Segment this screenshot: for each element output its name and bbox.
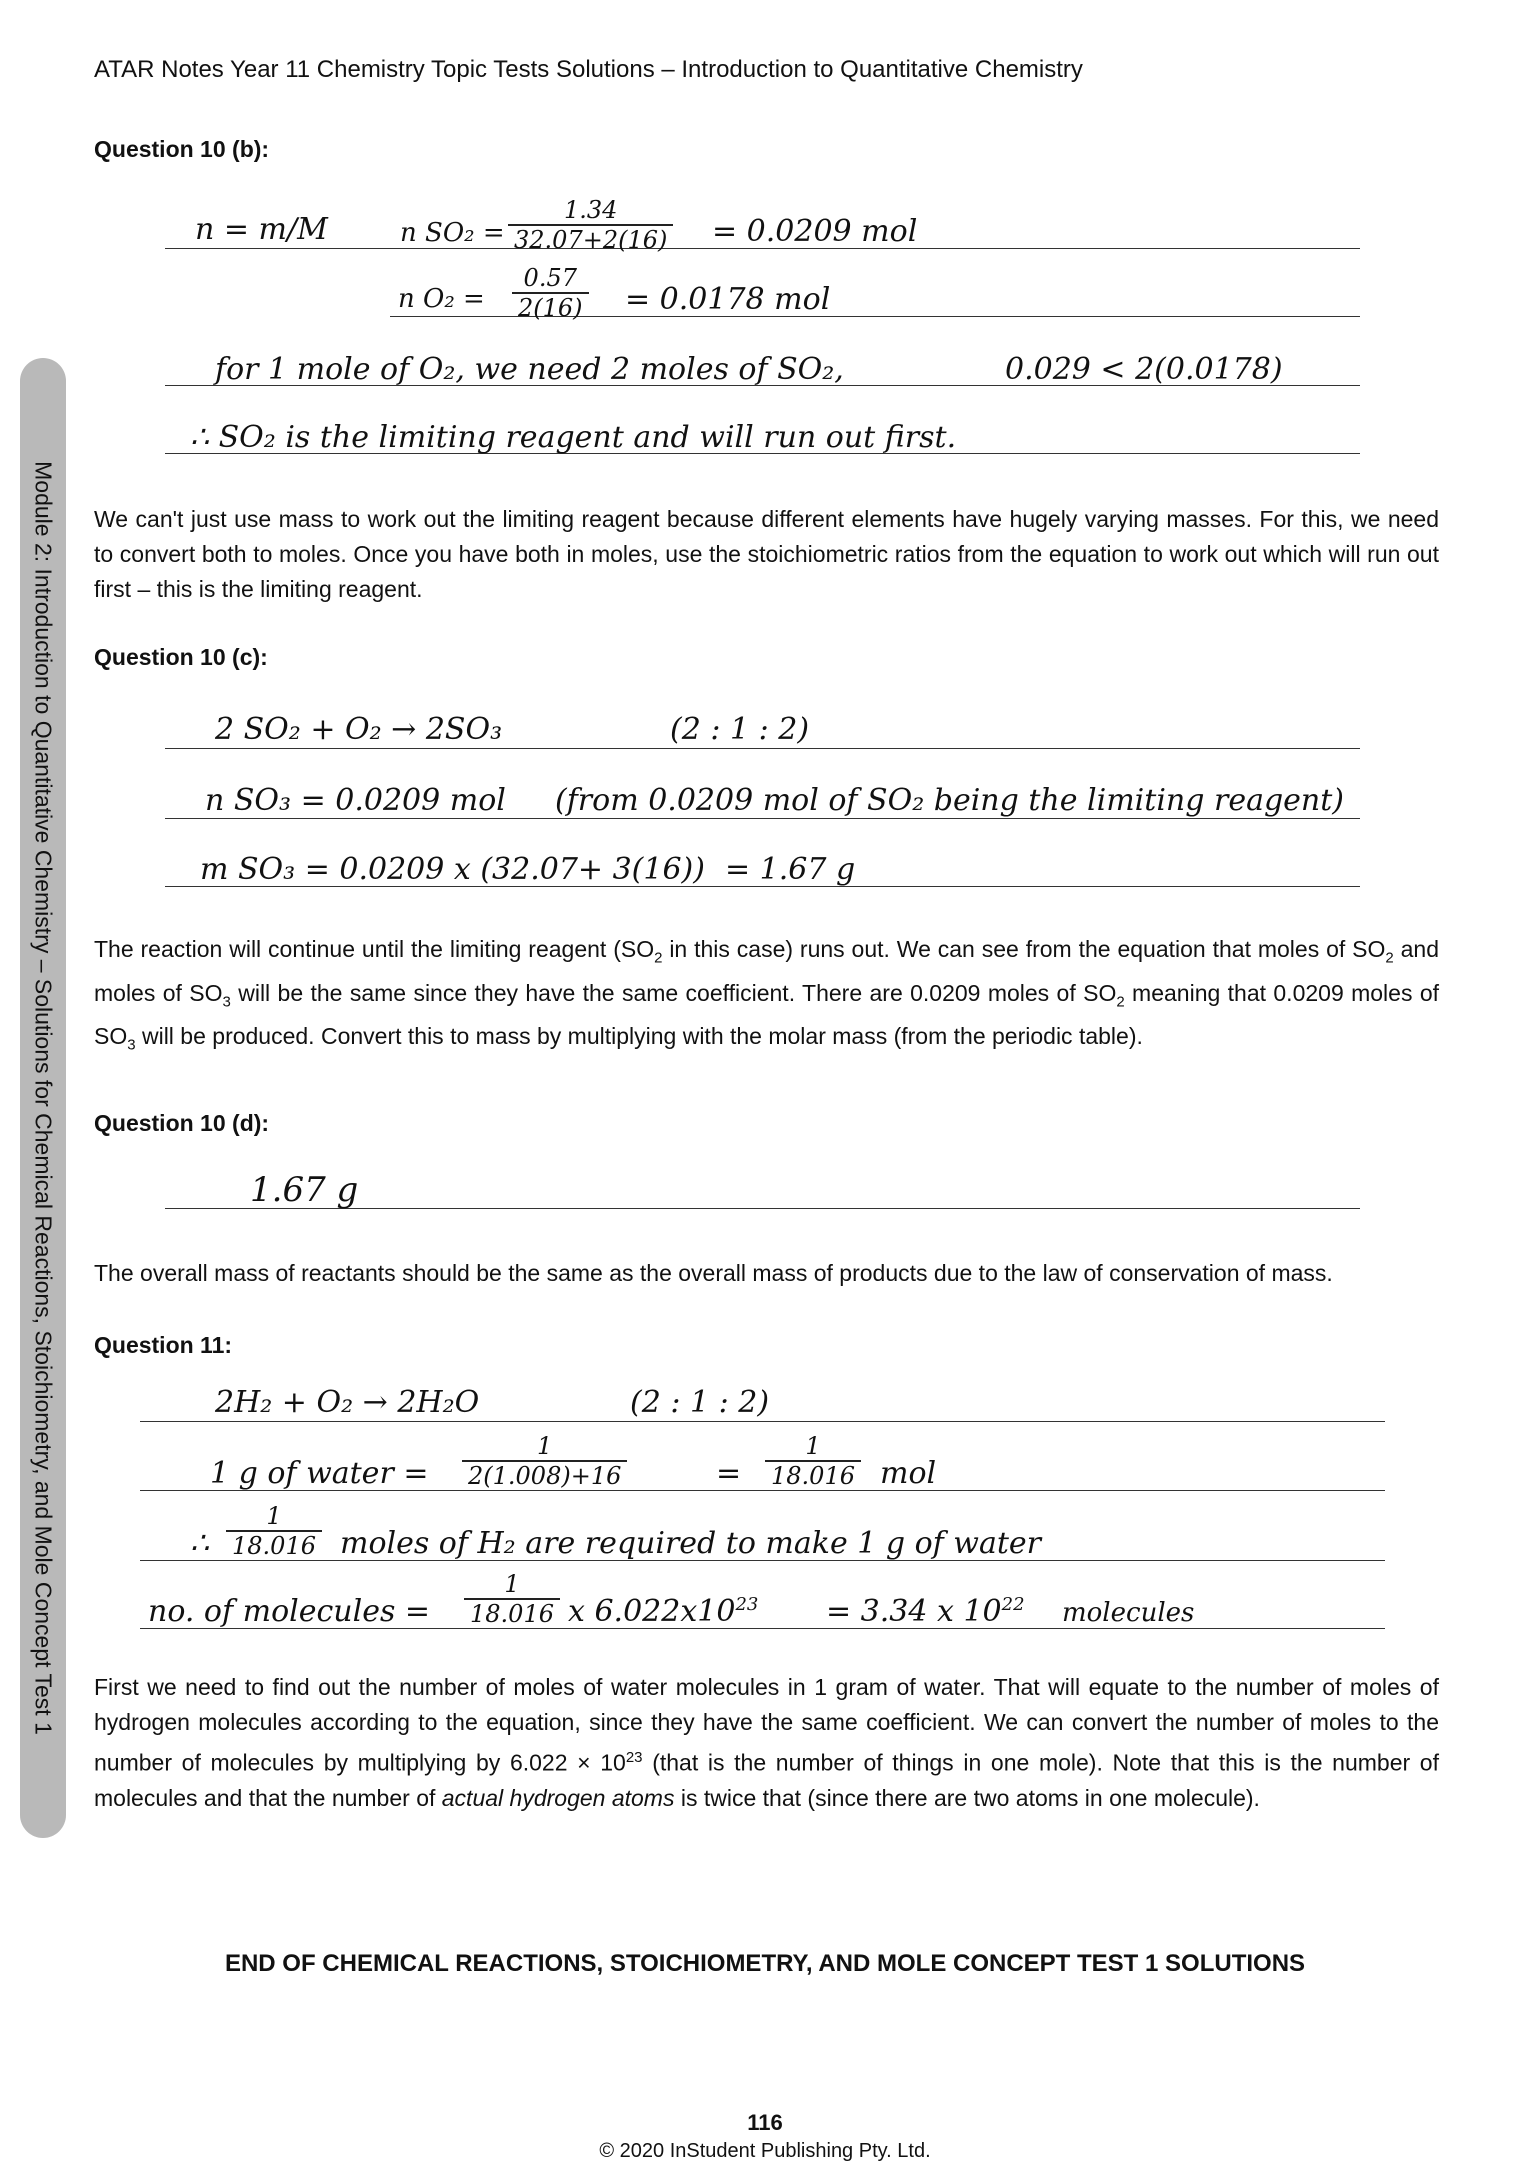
q11-molecules-label: no. of molecules = [148,1594,431,1629]
q10b-nso2-label: n SO₂ = [400,218,505,248]
q11-rule-1 [140,1421,1385,1422]
running-header: ATAR Notes Year 11 Chemistry Topic Tests Solutions – Introduction to Quantitative Chemistry [94,56,1083,83]
q10b-nso2-den: 32.07+2(16) [514,226,668,254]
q11-moles-fraction [226,1502,322,1560]
q10c-heading: Question 10 (c): [94,644,268,670]
q11-water-den-2: 18.016 [771,1462,855,1490]
q10b-compare: 0.029 < 2(0.0178) [1005,352,1283,387]
q10c-mso3: m SO₃ = 0.0209 x (32.07+ 3(16)) [200,852,705,887]
q11-water-fraction-2 [765,1432,861,1490]
q11-molecules-unit: molecules [1062,1598,1195,1628]
q11-water-num: 1 [462,1432,627,1462]
q10c-nso3: n SO₃ = 0.0209 mol [205,783,506,818]
q11-equation: 2H₂ + O₂ → 2H₂O [215,1385,480,1420]
q11-heading: Question 11: [94,1332,233,1358]
q11-water-den: 2(1.008)+16 [468,1462,622,1490]
q10c-mso3-result: = 1.67 g [725,852,856,887]
q11-molecules-den: 18.016 [470,1600,554,1628]
q11-molecules-mult: x $6.022x10^{23}$ [568,1594,759,1629]
q11-moles-num: 1 [226,1502,322,1532]
q10c-rule-1 [165,748,1360,749]
q10b-ratio-line: for 1 mole of O₂, we need 2 moles of SO₂, [215,352,844,387]
q10c-explanation: The reaction will continue until the limiting reagent ($SO_2$ in this case) runs out. We can see from the equation that moles of $SO_2$ and moles of $SO_3$ will be the same since they have the same coefficient. There are 0.0209 moles of $SO_2$ meaning that 0.0209 moles of $SO_3$ will be produced. Convert this to mass by multiplying with the molar mass (from the periodic table). [94,936,1440,1054]
q11-explanation: First we need to find out the number of moles of water molecules in 1 gram of water. That will equate to the number of moles of hydrogen molecules according to the equation, since they have the same coefficient. We can convert the number of moles to the number of molecules by multiplying by $6.022 \times 10^{23}$ (that is the number of things in one mole). Note that this is the number of molecules and that the number of actual hydrogen atoms is twice that (since there are two atoms in one molecule). [94,1674,1439,1811]
q10c-nso3-note: (from 0.0209 mol of SO₂ being the limiting reagent) [555,783,1344,818]
q10b-explanation: We can't just use mass to work out the limiting reagent because different elements have hugely varying masses. For this, we need to convert both to moles. Once you have both in moles, use the stoichiometric ratios from the equation to work out which will run out first – this is the limiting reagent. [94,506,1439,602]
end-note: END OF CHEMICAL REACTIONS, STOICHIOMETRY, AND MOLE CONCEPT TEST 1 SOLUTIONS [224,1950,1306,1977]
q11-water-label: 1 g of water = [210,1456,429,1491]
q10b-no2-result: = 0.0178 mol [625,282,831,317]
q10b-no2-num: 0.57 [512,264,589,294]
q10b-heading: Question 10 (b): [94,136,270,162]
q11-water-fraction [462,1432,627,1490]
q10d-explanation: The overall mass of reactants should be the same as the overall mass of products due to the law of conservation of mass. [94,1260,1333,1286]
q10b-no2-den: 2(16) [518,294,583,322]
q10b-no2-label: n O₂ = [398,284,485,314]
side-tab-text: Module 2: Introduction to Quantitative Chemistry – Solutions for Chemical Reactions, Stoichiometry, and Mole Concept Test 1 [30,461,57,1735]
q10b-nso2-num: 1.34 [508,196,673,226]
copyright: © 2020 InStudent Publishing Pty. Ltd. [599,2140,931,2162]
q11-molecules-result: = 3.34 x $10^{22}$ [826,1594,1025,1629]
q11-water-num-2: 1 [765,1432,861,1462]
q11-water-eq: = [716,1456,742,1491]
q11-therefore: ∴ [190,1526,210,1561]
q10b-nso2-result: = 0.0209 mol [712,214,918,249]
q10c-equation: 2 SO₂ + O₂ → 2SO₃ [215,712,503,747]
q11-ratio: (2 : 1 : 2) [630,1385,770,1420]
q11-molecules-num: 1 [464,1570,560,1600]
q11-molecules-fraction [464,1570,560,1628]
page-number: 116 [747,2110,783,2135]
q11-moles-text: moles of H₂ are required to make 1 g of water [340,1526,1042,1561]
q10d-answer: 1.67 g [250,1170,359,1210]
q10c-ratio: (2 : 1 : 2) [670,712,810,747]
q10b-formula: n = m/M [195,212,328,247]
q10b-conclusion: ∴ SO₂ is the limiting reagent and will run out first. [190,420,957,455]
q10b-nso2-fraction [508,196,673,254]
q11-moles-den: 18.016 [232,1532,316,1560]
q11-water-unit: mol [880,1456,937,1491]
q10c-rule-2 [165,818,1360,819]
q10b-no2-fraction [512,264,589,322]
q10d-heading: Question 10 (d): [94,1110,270,1136]
